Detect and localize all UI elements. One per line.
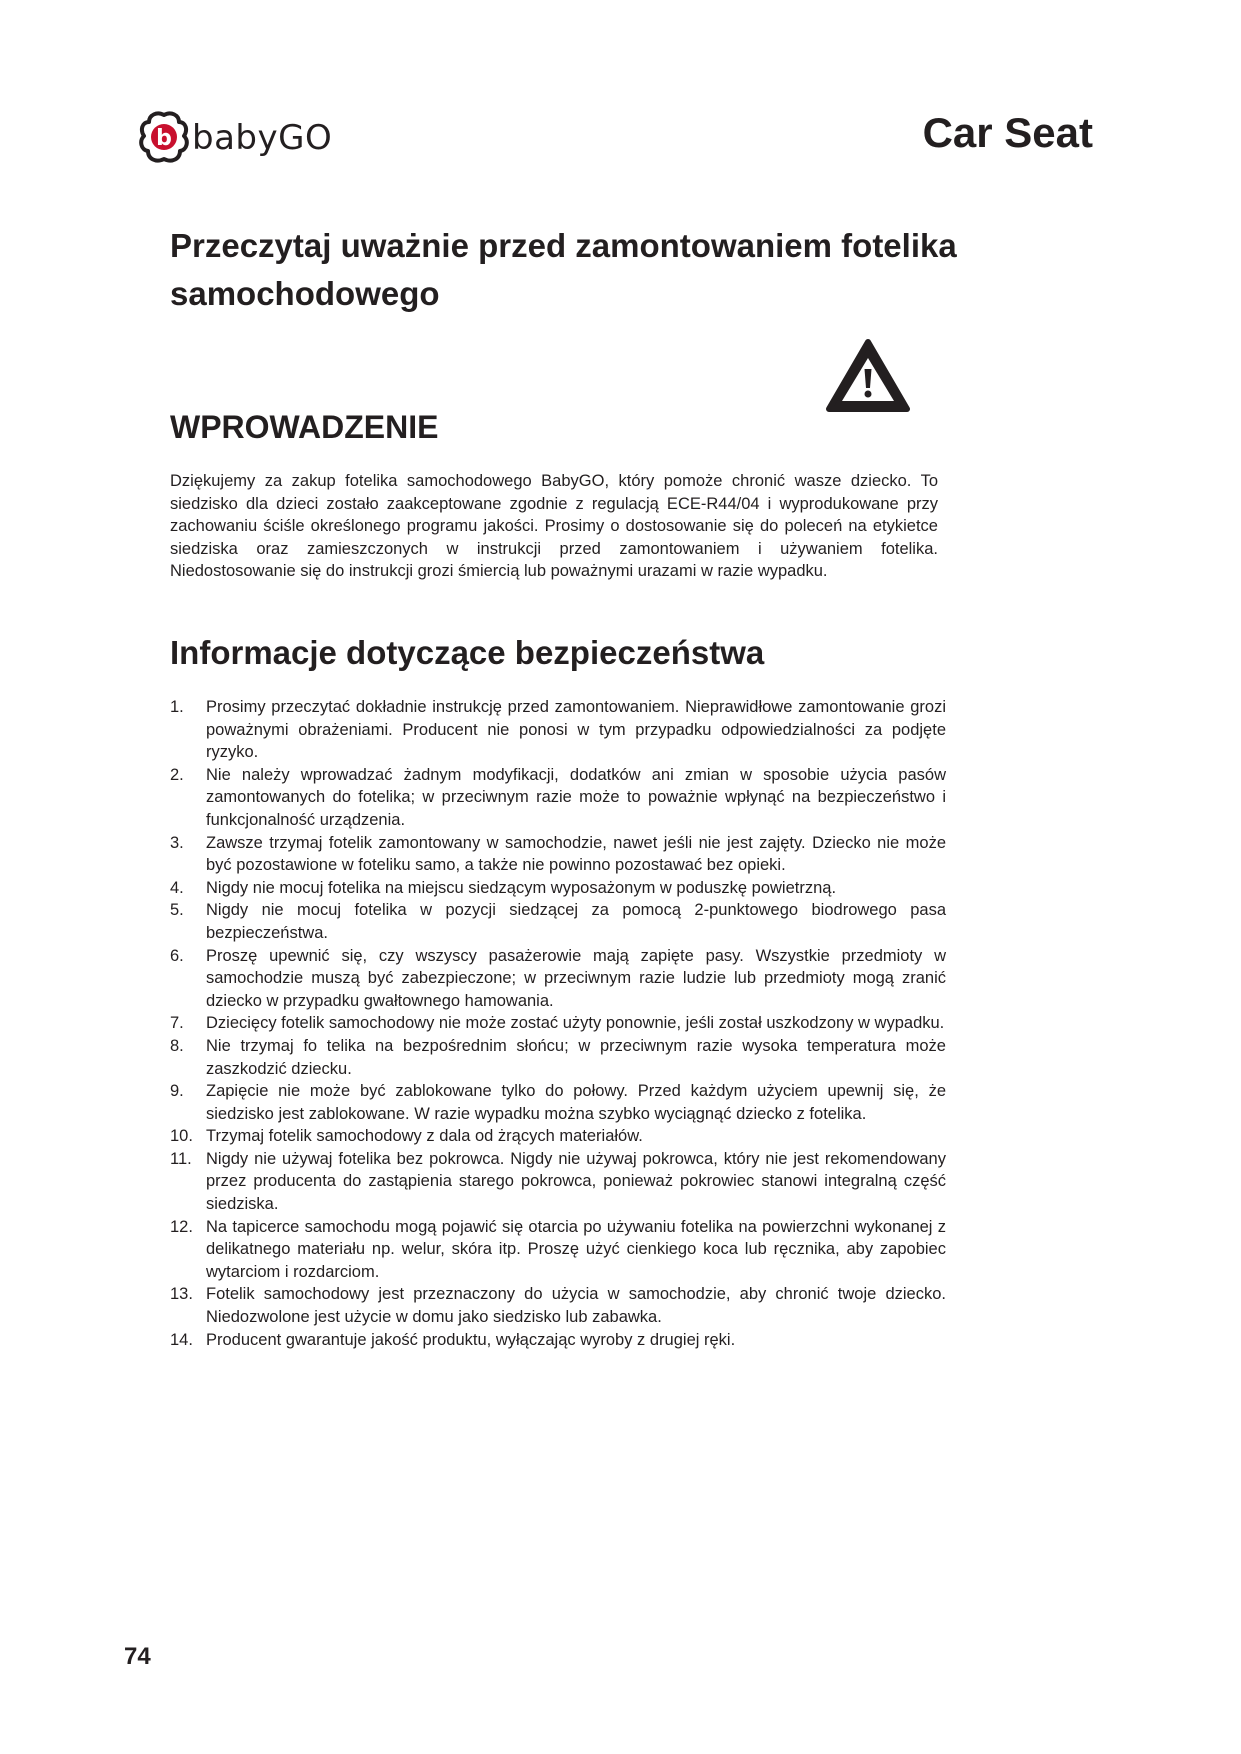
introduction-heading: WPROWADZENIE [170, 409, 439, 445]
list-item-number: 13. [170, 1285, 193, 1304]
list-item-text: Nie trzymaj fo telika na bezpośrednim słońcu; w przeciwnym razie wysoka temperatura może zaszkodzić dziecku. [206, 1036, 946, 1078]
list-item [170, 764, 946, 832]
list-item-number: 9. [170, 1082, 184, 1101]
list-item-number: 1. [170, 698, 184, 716]
babygo-logo [138, 108, 332, 168]
list-item [170, 1283, 946, 1328]
page-number: 74 [124, 1643, 151, 1670]
list-item-text: Na tapicerce samochodu mogą pojawić się otarcia po używaniu fotelika na powierzchni wykonanej z delikatnego materiału np. welur, skóra itp. Proszę użyć cienkiego koca lub ręcznika, aby zapobiec wytarciom i rozdarciom. [206, 1217, 946, 1281]
list-item-number: 4. [170, 878, 184, 897]
list-item-text: Dziecięcy fotelik samochodowy nie może zostać użyty ponownie, jeśli został uszkodzony w wypadku. [206, 1014, 945, 1033]
list-item-text: Prosimy przeczytać dokładnie instrukcję przed zamontowaniem. Nieprawidłowe zamontowanie grozi poważnymi obrażeniami. Producent nie ponosi w tym przypadku odpowiedzialności za podjęte ryzyko. [206, 698, 946, 762]
list-item-text: Nigdy nie mocuj fotelika w pozycji siedzącej za pomocą 2-punktowego biodrowego pasa bezpieczeństwa. [206, 901, 946, 942]
list-item-number: 11. [170, 1149, 192, 1168]
logo-wordmark: babyGO [192, 118, 333, 158]
list-item-text: Zapięcie nie może być zablokowane tylko do połowy. Przed każdym użyciem upewnij się, że siedzisko jest zablokowane. W razie wypadku można szybko wyciągnąć dziecko z fotelika. [206, 1082, 946, 1123]
document-title: Car Seat [922, 109, 1093, 156]
list-item [170, 899, 946, 944]
list-item [170, 945, 946, 1013]
list-item-text: Fotelik samochodowy jest przeznaczony do użycia w samochodzie, aby chronić twoje dziecko. Niedozwolone jest użycie w domu jako siedzisko lub zabawka. [206, 1285, 946, 1327]
list-item [170, 1329, 946, 1352]
warning-triangle-icon [825, 338, 911, 419]
list-item-text: Nie należy wprowadzać żadnym modyfikacji, dodatków ani zmian w sposobie użycia pasów zamontowanych do fotelika; w przeciwnym razie może to poważnie wpłynąć na bezpieczeństwo i funkcjonalność urządzenia. [206, 765, 946, 829]
list-item-number: 2. [170, 765, 184, 784]
safety-list [170, 696, 946, 1351]
list-item [170, 1148, 946, 1216]
list-item-text: Nigdy nie używaj fotelika bez pokrowca. Nigdy nie używaj pokrowca, który nie jest rekomendowany przez producenta do zastąpienia starego pokrowca, ponieważ pokrowiec stanowi integralną część siedziska. [206, 1149, 946, 1214]
list-item [170, 1035, 946, 1080]
list-item-text: Nigdy nie mocuj fotelika na miejscu siedzącym wyposażonym w poduszkę powietrzną. [206, 878, 837, 897]
introduction-text: Dziękujemy za zakup fotelika samochodowego BabyGO, który pomoże chronić wasze dziecko. To siedzisko dla dzieci zostało zaakceptowane zgodnie z regulacją ECE-R44/04 i wyprodukowane przy zachowaniu ściśle określonego programu jakości. Prosimy o dostosowanie się do poleceń na etykietce siedziska oraz zamieszczonych w instrukcji przed zamontowaniem i używaniem fotelika. Niedostosowanie się do instrukcji grozi śmiercią lub poważnymi urazami w razie wypadku. [170, 472, 938, 580]
list-item-number: 14. [170, 1330, 193, 1349]
list-item-text: Trzymaj fotelik samochodowy z dala od żrących materiałów. [206, 1127, 643, 1146]
list-item [170, 1080, 946, 1125]
list-item-number: 7. [170, 1014, 184, 1033]
list-item [170, 877, 946, 900]
babygo-logo-icon [138, 109, 190, 167]
safety-heading: Informacje dotyczące bezpieczeństwa [170, 634, 765, 671]
intro-title: Przeczytaj uważnie przed zamontowaniem fotelika samochodowego [170, 227, 957, 312]
list-item [170, 832, 946, 877]
list-item [170, 1125, 946, 1148]
list-item-number: 8. [170, 1036, 184, 1055]
list-item-text: Producent gwarantuje jakość produktu, wyłączając wyroby z drugiej ręki. [206, 1330, 736, 1349]
list-item-number: 3. [170, 833, 184, 852]
list-item [170, 1216, 946, 1284]
list-item-text: Zawsze trzymaj fotelik zamontowany w samochodzie, nawet jeśli nie jest zajęty. Dziecko nie może być pozostawione w foteliku samo, a także nie powinno pozostawać bez opieki. [206, 833, 946, 875]
list-item-number: 6. [170, 946, 184, 965]
list-item [170, 1012, 946, 1035]
list-item-number: 10. [170, 1127, 193, 1146]
list-item-text: Proszę upewnić się, czy wszyscy pasażerowie mają zapięte pasy. Wszystkie przedmioty w samochodzie muszą być zabezpieczone; w przeciwnym razie ludzie lub przedmioty mogą zranić dziecko w przypadku gwałtownego hamowania. [206, 946, 946, 1010]
list-item-number: 5. [170, 901, 184, 920]
svg-text:b: b [156, 126, 172, 151]
list-item-number: 12. [170, 1217, 193, 1236]
list-item [170, 696, 946, 764]
